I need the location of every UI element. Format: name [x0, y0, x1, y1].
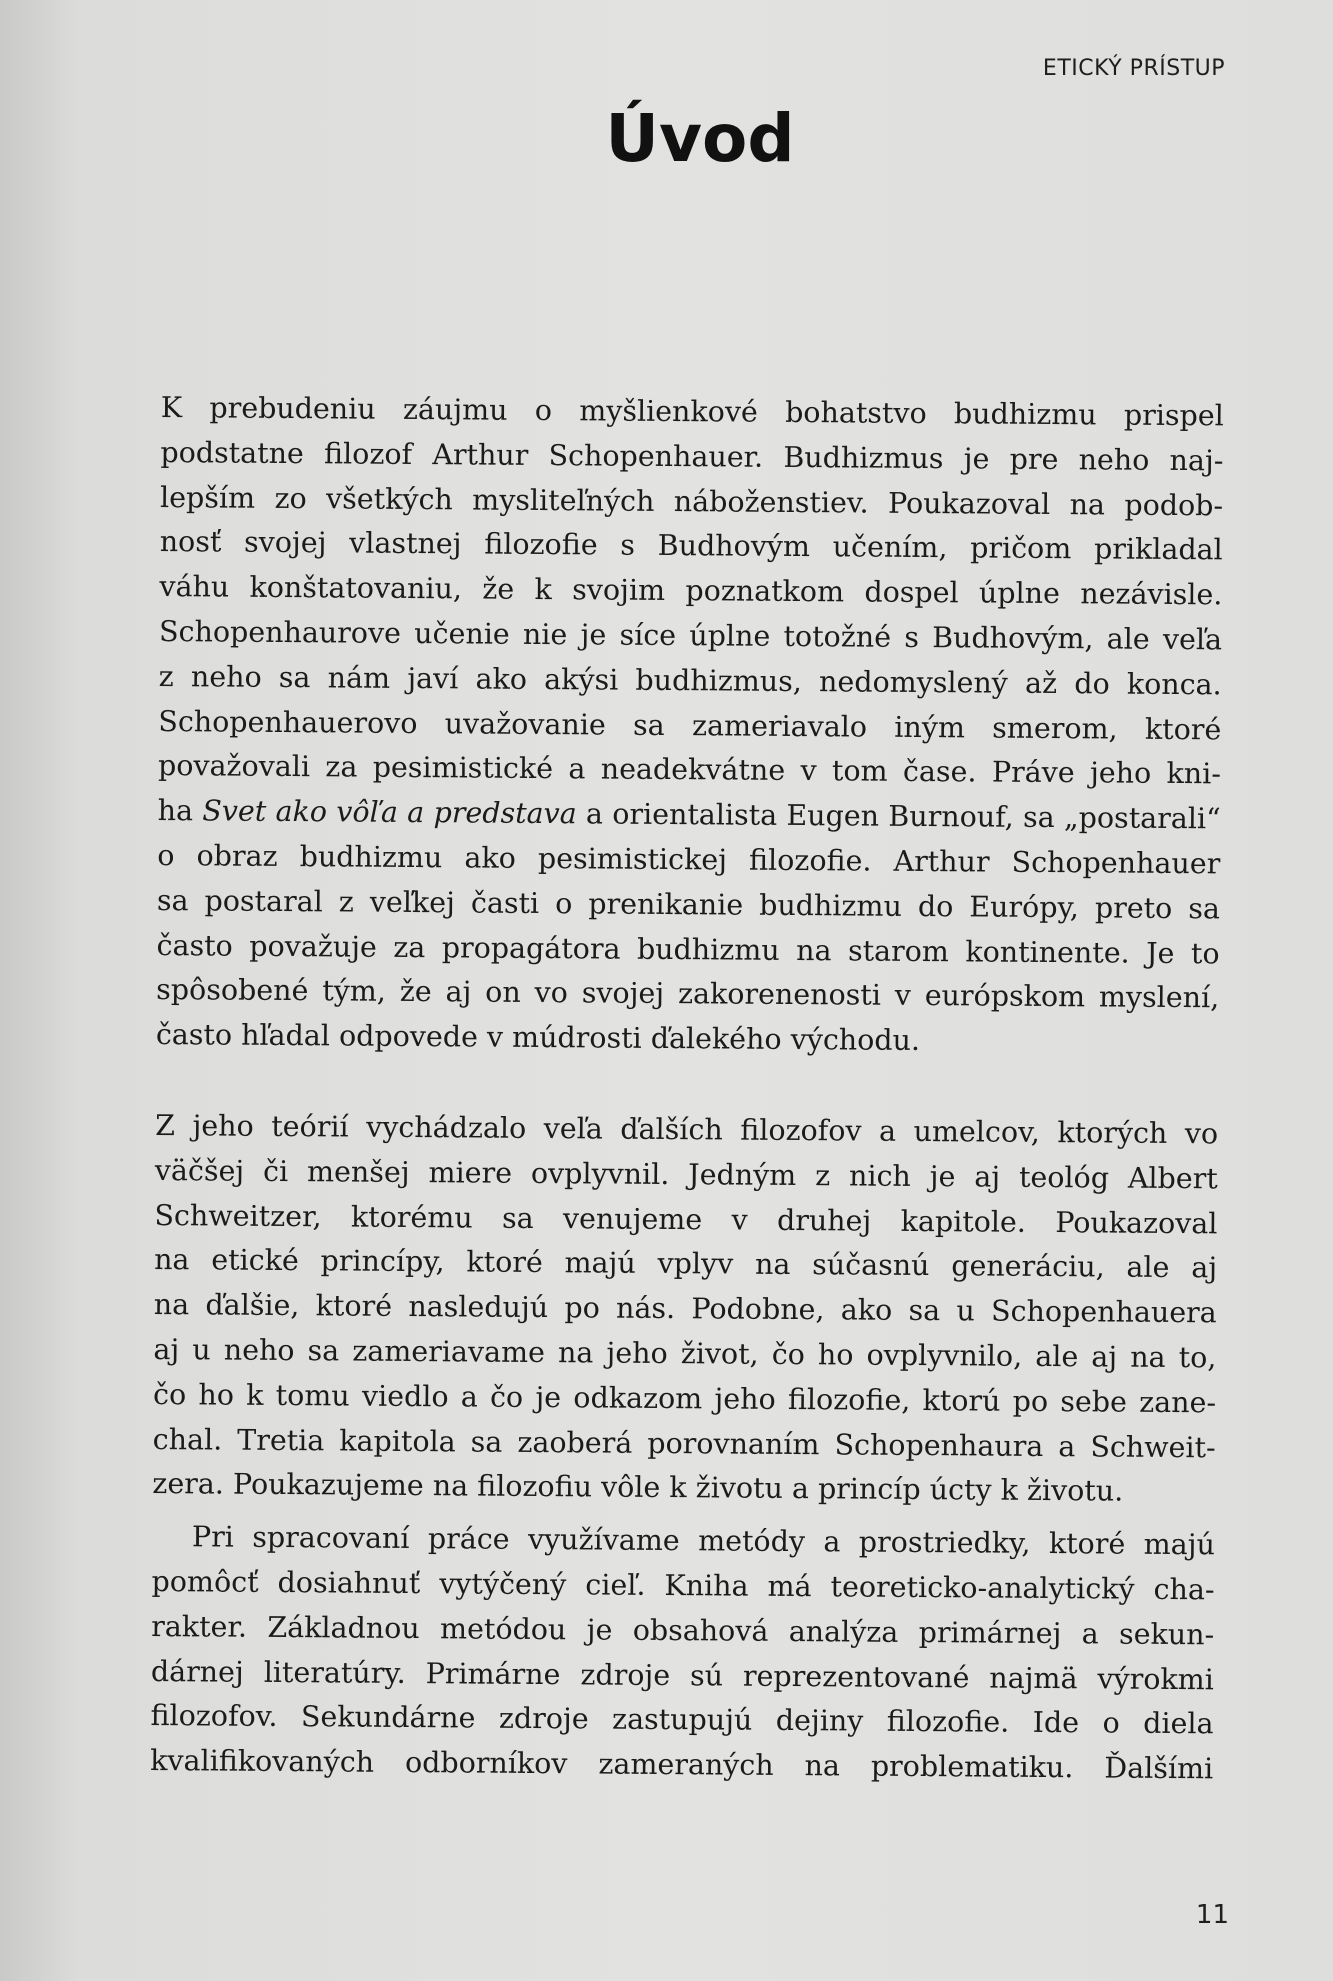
text-line: Z jeho teórií vychádzalo veľa ďalších filozofov a umelcov, ktorých vo	[155, 1108, 1219, 1151]
text-line: často hľadal odpovede v múdrosti ďalekého východu.	[155, 1018, 921, 1058]
chapter-title: Úvod	[605, 100, 795, 177]
text-before-title: ha	[157, 794, 203, 828]
text-line: K prebudeniu záujmu o myšlienkové bohatstvo budhizmu prispel	[160, 390, 1224, 433]
text-line: filozofov. Sekundárne zdroje zastupujú dejiny filozofie. Ide o diela	[150, 1699, 1214, 1741]
paragraph-gap	[155, 1058, 1218, 1112]
text-line: z neho sa nám javí ako akýsi budhizmus, nedomyslený až do konca.	[158, 659, 1222, 702]
text-line: na etické princípy, ktoré majú vplyv na súčasnú generáciu, ale aj	[154, 1243, 1218, 1285]
text-line: spôsobené tým, že aj on vo svojej zakorenenosti v európskom myslení,	[156, 973, 1220, 1015]
text-line: váhu konštatovaniu, že k svojim poznatkom dospel úplne nezávisle.	[159, 570, 1223, 612]
book-title-italic: Svet ako vôľa a predstava	[202, 794, 577, 831]
text-line: Pri spracovaní práce využívame metódy a prostriedky, ktoré majú	[191, 1520, 1216, 1562]
text-line: kvalifikovaných odborníkov zameraných na problematiku. Ďalšími	[150, 1744, 1214, 1786]
text-line: lepším zo všetkých mysliteľných náboženstiev. Poukazoval na podob-	[159, 480, 1224, 522]
text-line: zera. Poukazujeme na filozofiu vôle k životu a princíp úcty k životu.	[152, 1467, 1124, 1508]
text-line: považovali za pesimistické a neadekvátne v tom čase. Práve jeho kni-	[157, 749, 1222, 791]
page-number: 11	[1195, 1900, 1229, 1930]
text-line: väčšej či menšej miere ovplyvnil. Jedným z nich je aj teológ Albert	[154, 1153, 1218, 1196]
text-line: Schweitzer, ktorému sa venujeme v druhej kapitole. Poukazoval	[154, 1198, 1218, 1240]
text-line: Schopenhaurove učenie nie je síce úplne totožné s Budhovým, ale veľa	[158, 614, 1223, 657]
text-line: na ďalšie, ktoré nasledujú po nás. Podobne, ako sa u Schopenhauera	[153, 1288, 1217, 1330]
text-after-title: a orientalista Eugen Burnouf, sa „postarali“	[576, 797, 1221, 836]
text-line: dárnej literatúry. Primárne zdroje sú reprezentované najmä výrokmi	[150, 1654, 1215, 1696]
text-line: aj u neho sa zameriavame na jeho život, čo ho ovplyvnilo, ale aj na to,	[153, 1332, 1217, 1375]
body-text	[150, 386, 1224, 1792]
text-line: nosť svojej vlastnej filozofie s Budhovým učením, pričom prikladal	[159, 525, 1223, 567]
text-line: čo ho k tomu viedlo a čo je odkazom jeho filozofie, ktorú po sebe zane-	[152, 1377, 1217, 1420]
text-line: o obraz budhizmu ako pesimistickej filozofie. Arthur Schopenhauer	[157, 838, 1221, 881]
text-line: Schopenhauerovo uvažovanie sa zameriavalo iným smerom, ktoré	[158, 704, 1222, 746]
text-line: podstatne filozof Arthur Schopenhauer. Budhizmus je pre neho naj-	[160, 435, 1224, 478]
text-line: sa postaral z veľkej časti o prenikanie budhizmu do Európy, preto sa	[156, 883, 1221, 926]
text-line: pomôcť dosiahnuť vytýčený cieľ. Kniha má teoreticko-analytický cha-	[151, 1564, 1215, 1607]
text-line: chal. Tretia kapitola sa zaoberá porovnaním Schopenhaura a Schweit-	[152, 1422, 1216, 1464]
running-header: ETICKÝ PRÍSTUP	[1042, 56, 1225, 81]
text-line: často považuje za propagátora budhizmu na starom kontinente. Je to	[156, 928, 1220, 970]
text-line: rakter. Základnou metódou je obsahová analýza primárnej a sekun-	[151, 1609, 1215, 1652]
